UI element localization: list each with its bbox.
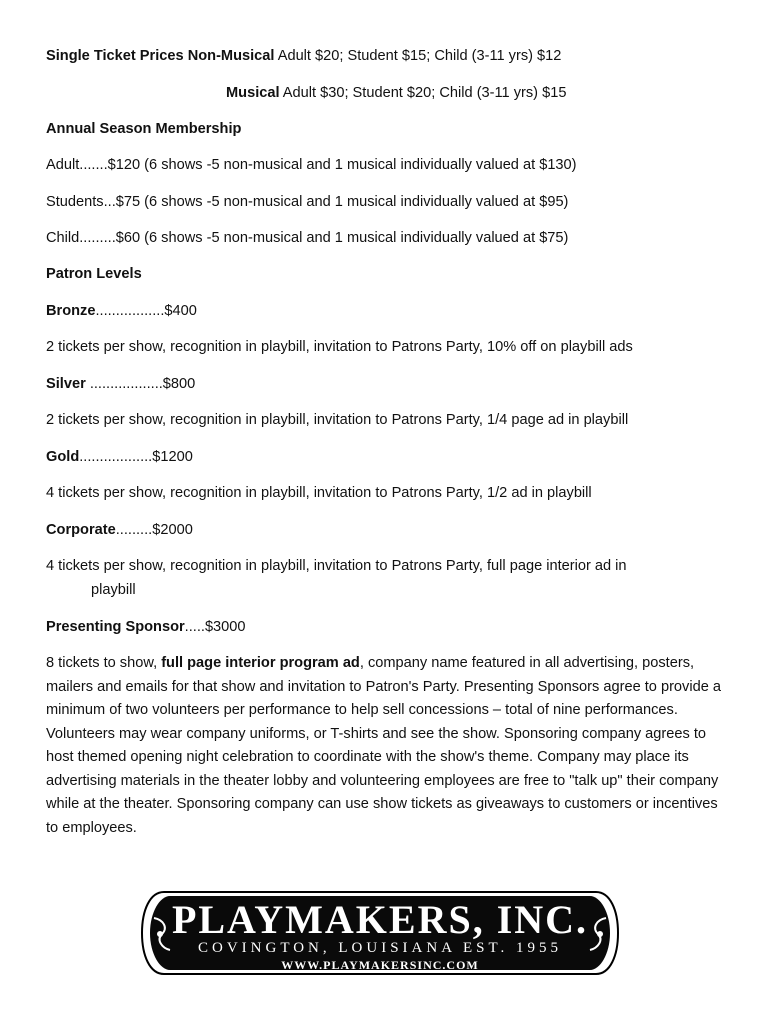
bronze-level: [46, 303, 197, 319]
playmakers-logo: [140, 890, 620, 976]
presenting-desc-bold: full page interior program ad: [161, 655, 360, 671]
season-heading: Annual Season Membership: [46, 121, 242, 137]
bronze-name: Bronze: [46, 303, 96, 319]
corporate-price: .........$2000: [115, 522, 193, 538]
presenting-name: Presenting Sponsor: [46, 619, 185, 635]
nonmusical-prices: Adult $20; Student $15; Child (3-11 yrs) $12: [277, 48, 562, 64]
corporate-desc-2: playbill: [91, 582, 136, 598]
presenting-price: .....$3000: [184, 619, 246, 635]
corporate-level: [46, 522, 193, 538]
presenting-desc-a: 8 tickets to show,: [46, 655, 162, 671]
patron-heading: Patron Levels: [46, 266, 142, 282]
season-students: Students...$75 (6 shows -5 non-musical and 1 musical individually valued at $95): [46, 194, 569, 210]
corporate-desc-1: 4 tickets per show, recognition in playbill, invitation to Patrons Party, full page interior ad in: [46, 558, 627, 574]
presenting-level: [46, 619, 246, 635]
gold-name: Gold: [46, 449, 80, 465]
musical-prices-line: [226, 85, 566, 101]
silver-name: Silver: [46, 376, 86, 392]
musical-label: Musical: [226, 85, 280, 101]
logo-title: PLAYMAKERS, INC.: [171, 897, 589, 942]
silver-price: ..................$800: [85, 376, 196, 392]
logo-place: COVINGTON, LOUISIANA EST. 1955: [197, 940, 563, 956]
silver-desc: 2 tickets per show, recognition in playbill, invitation to Patrons Party, 1/4 page ad in playbill: [46, 412, 629, 428]
single-ticket-prices-label: Single Ticket Prices: [46, 48, 184, 64]
nonmusical-label: Non-Musical: [187, 48, 275, 64]
season-child: Child.........$60 (6 shows -5 non-musical and 1 musical individually valued at $75): [46, 230, 569, 246]
gold-price: ..................$1200: [79, 449, 193, 465]
gold-desc: 4 tickets per show, recognition in playbill, invitation to Patrons Party, 1/2 ad in playbill: [46, 485, 592, 501]
gold-level: [46, 449, 193, 465]
bronze-price: .................$400: [95, 303, 197, 319]
single-ticket-prices-line: [46, 48, 561, 64]
season-adult: Adult.......$120 (6 shows -5 non-musical and 1 musical individually valued at $130): [46, 157, 577, 173]
presenting-desc: [46, 652, 726, 840]
corporate-name: Corporate: [46, 522, 116, 538]
silver-level: [46, 376, 195, 392]
musical-prices: Adult $30; Student $20; Child (3-11 yrs) $15: [282, 85, 567, 101]
logo-url: WWW.PLAYMAKERSINC.COM: [281, 958, 479, 972]
presenting-desc-b: , company name featured in all advertising, posters, mailers and emails for that show and invitation to Patron's Party. Presenting Sponsors agree to provide a minimum of two volunteers per performance to help sell concessions – total of nine performances. Volunteers may wear company uniforms, or T-shirts and see the show. Sponsoring company agrees to host themed opening night celebration to coordinate with the show's theme. Company may place its advertising materials in the theater lobby and volunteering employees are free to "talk up" their company while at the theater. Sponsoring company can use show tickets as giveaways to customers or incentives to employees.: [46, 655, 721, 836]
bronze-desc: 2 tickets per show, recognition in playbill, invitation to Patrons Party, 10% off on playbill ads: [46, 339, 633, 355]
